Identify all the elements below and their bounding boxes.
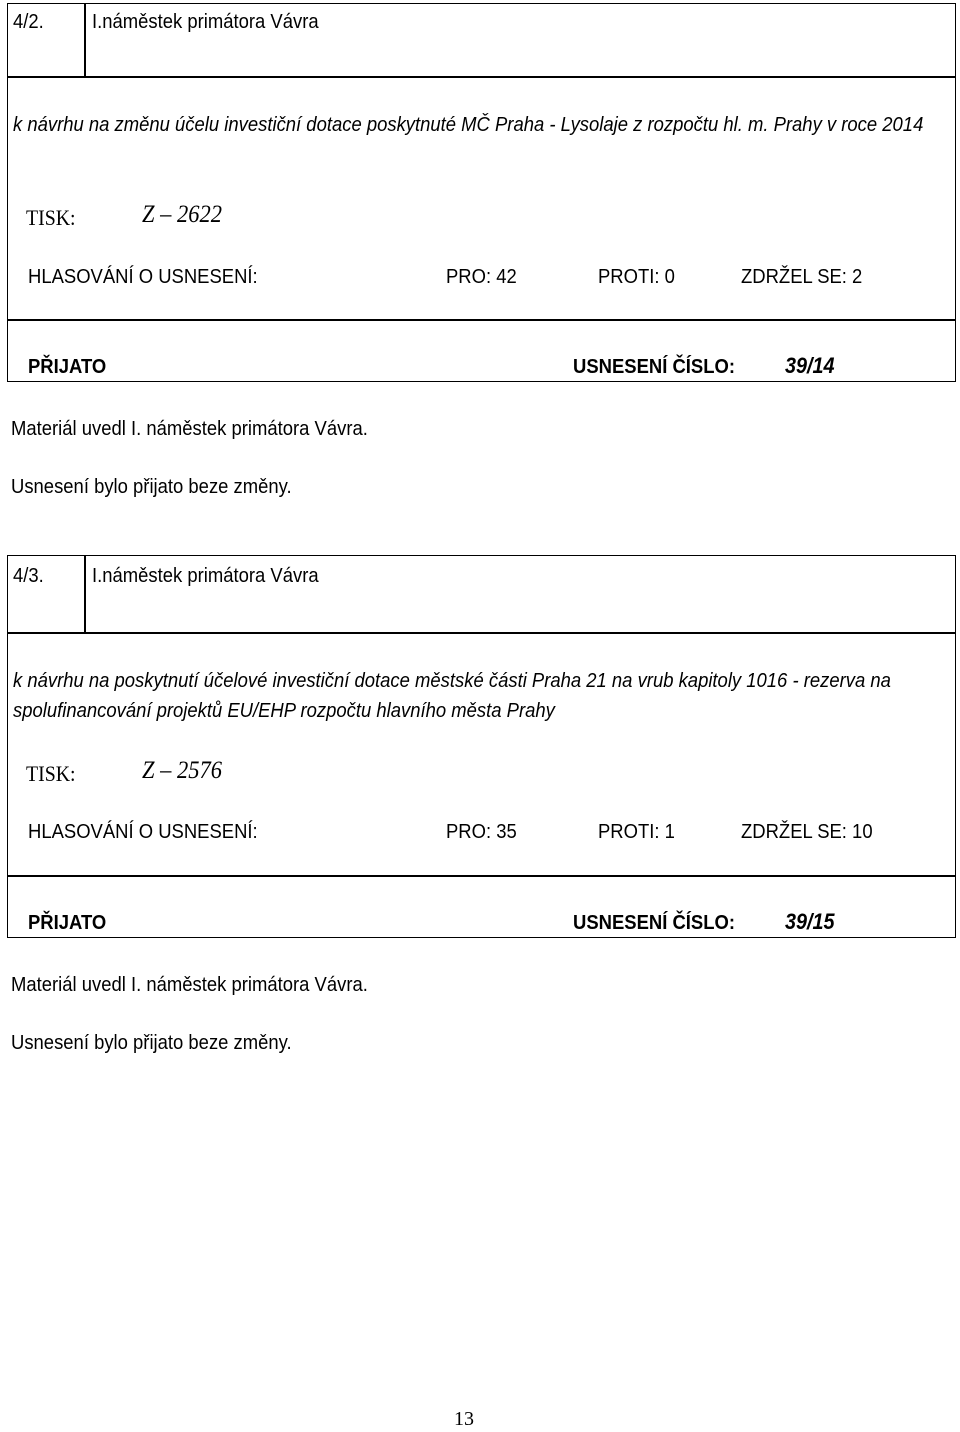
resolution-label: USNESENÍ ČÍSLO: (573, 355, 735, 378)
resolution-label: USNESENÍ ČÍSLO: (573, 911, 735, 934)
item-number: 4/3. (13, 564, 44, 587)
page-number: 13 (454, 1408, 474, 1430)
presented-note: Materiál uvedl I. náměstek primátora Vávra. (11, 973, 368, 996)
item-number: 4/2. (13, 10, 44, 33)
item-subject: k návrhu na poskytnutí účelové investiční dotace městské části Praha 21 na vrub kapitoly 1016 - rezerva na spolufinancování projektů EU/EHP rozpočtu hlavního města Prahy (13, 669, 891, 722)
presented-note: Materiál uvedl I. náměstek primátora Vávra. (11, 417, 368, 440)
adopted-note: Usnesení bylo přijato beze změny. (11, 1031, 292, 1054)
resolution-number: 39/15 (785, 909, 835, 934)
vote-pro: PRO: 35 (446, 820, 517, 843)
vote-abstain: ZDRŽEL SE: 2 (741, 265, 863, 288)
tisk-label: TISK: (26, 761, 76, 786)
vote-abstain: ZDRŽEL SE: 10 (741, 820, 873, 843)
vote-label: HLASOVÁNÍ O USNESENÍ: (28, 820, 258, 843)
adopted-note: Usnesení bylo přijato beze změny. (11, 475, 292, 498)
status-badge: PŘIJATO (28, 355, 107, 378)
vote-proti: PROTI: 1 (598, 820, 675, 843)
tisk-label: TISK: (26, 205, 76, 230)
vote-pro: PRO: 42 (446, 265, 517, 288)
presenter: I.náměstek primátora Vávra (92, 10, 319, 33)
tisk-value: Z – 2576 (142, 757, 223, 784)
tisk-value: Z – 2622 (142, 201, 223, 228)
vote-label: HLASOVÁNÍ O USNESENÍ: (28, 265, 258, 288)
resolution-number: 39/14 (785, 353, 835, 378)
vote-proti: PROTI: 0 (598, 265, 675, 288)
item-subject: k návrhu na změnu účelu investiční dotace poskytnuté MČ Praha - Lysolaje z rozpočtu hl. m. Prahy v roce 2014 (13, 113, 924, 136)
status-badge: PŘIJATO (28, 911, 107, 934)
presenter: I.náměstek primátora Vávra (92, 564, 319, 587)
